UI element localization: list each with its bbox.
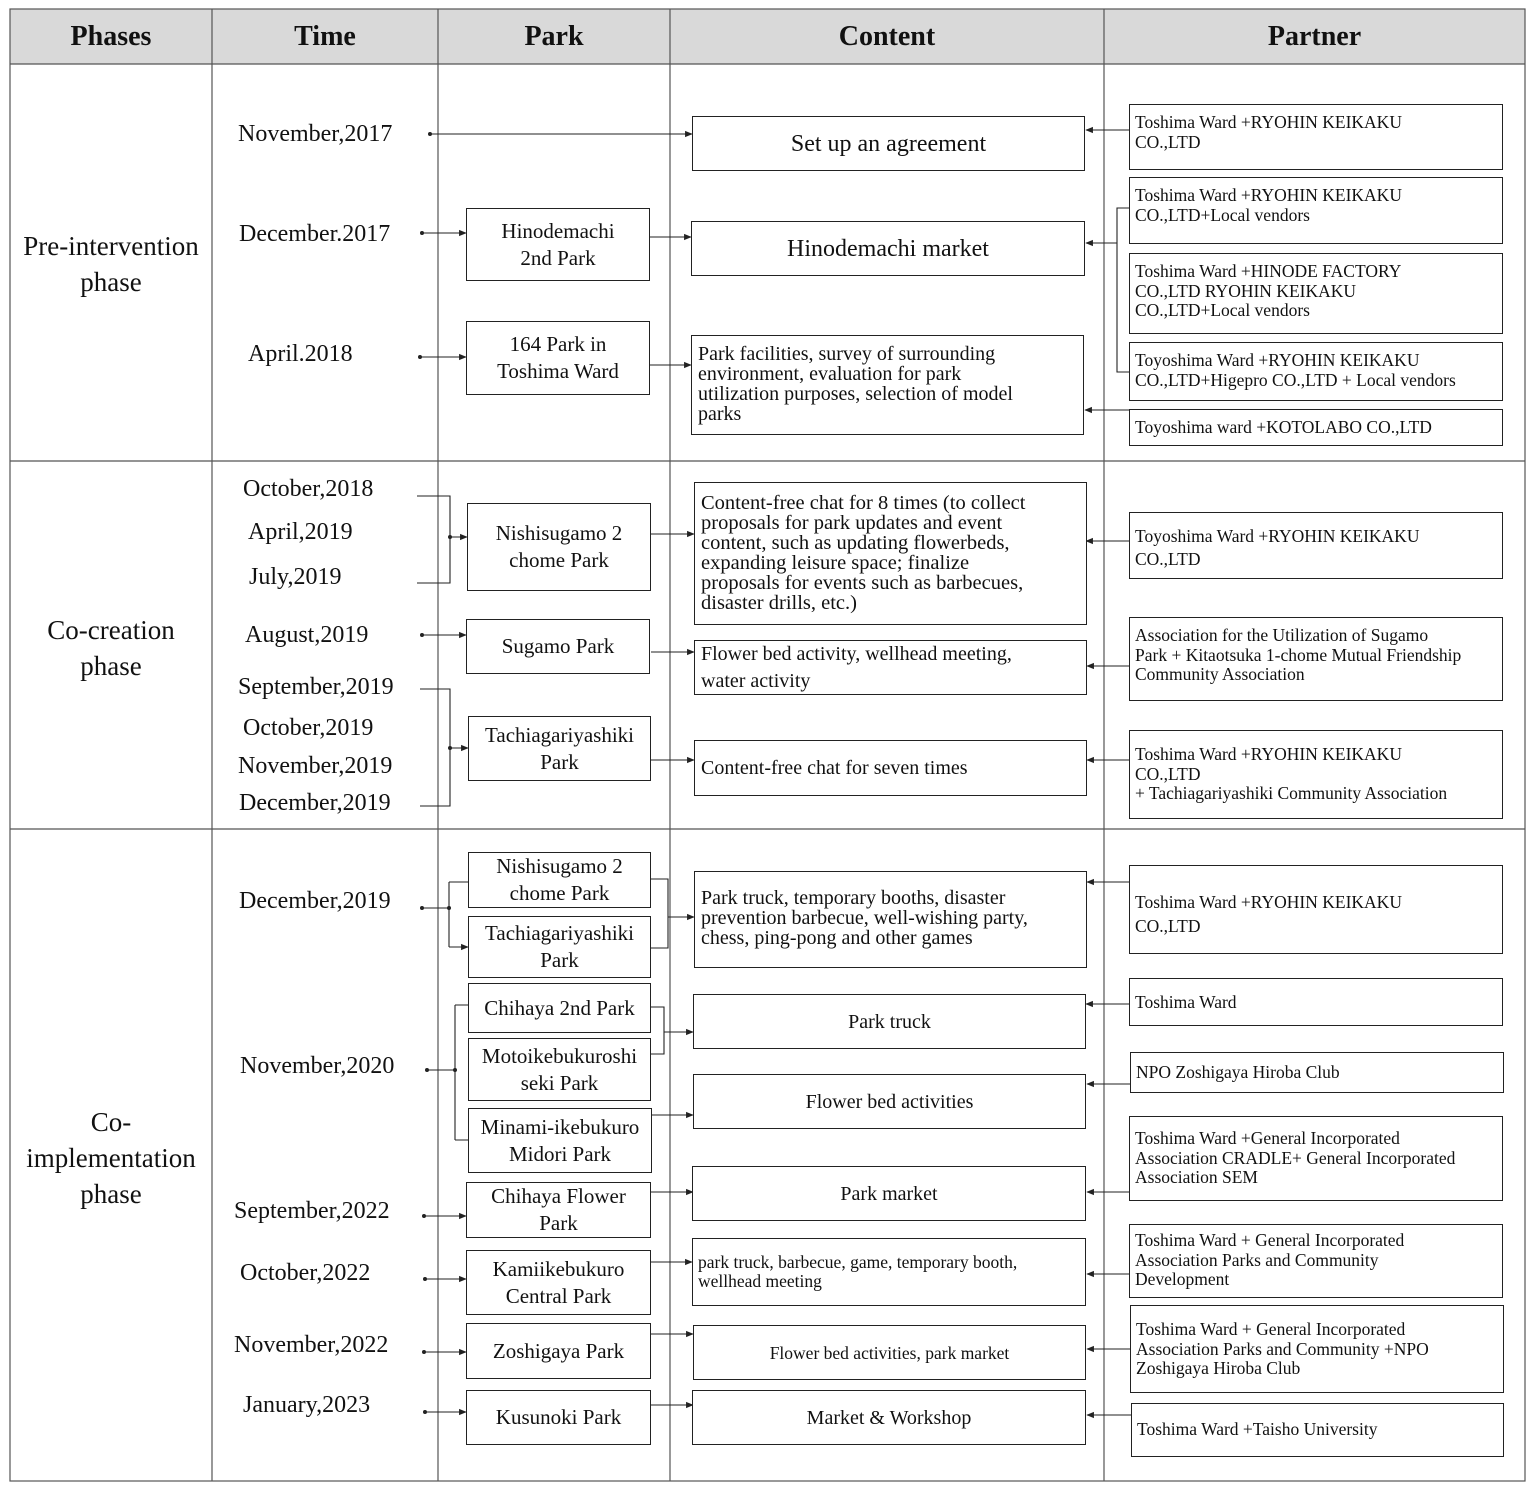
partner-line: Community Association bbox=[1135, 664, 1305, 684]
park-line: Nishisugamo 2 bbox=[495, 521, 623, 545]
header-phases: Phases bbox=[70, 20, 152, 52]
content-box-park-market bbox=[692, 1166, 1086, 1221]
partner-line: CO.,LTD+Local vendors bbox=[1135, 300, 1310, 320]
content-line: Park truck, temporary booths, disaster bbox=[701, 887, 1006, 909]
partner-line: Toshima Ward bbox=[1135, 992, 1237, 1012]
content-box-truck-barbecue-game bbox=[692, 1238, 1086, 1306]
content-line: Flower bed activities, park market bbox=[769, 1342, 1010, 1363]
park-line: Motoikebukuroshi bbox=[481, 1043, 638, 1068]
partner-box bbox=[1129, 512, 1503, 579]
connector-chihaya-moto-to-truck bbox=[651, 1007, 693, 1054]
partner-line: CO.,LTD RYOHIN KEIKAKU bbox=[1135, 280, 1357, 301]
content-line: Park truck bbox=[848, 1010, 931, 1033]
park-line: Sugamo Park bbox=[501, 634, 615, 658]
partner-box bbox=[1129, 1224, 1503, 1298]
content-box-flower-bed-activity bbox=[694, 640, 1087, 695]
header-content: Content bbox=[838, 20, 936, 52]
partner-box bbox=[1129, 177, 1503, 244]
content-line: proposals for events such as barbecues, bbox=[701, 572, 1024, 594]
time-label: September,2019 bbox=[238, 674, 394, 700]
time-label: November,2022 bbox=[234, 1332, 389, 1358]
partner-box bbox=[1129, 342, 1503, 401]
time-label: October,2018 bbox=[243, 476, 374, 502]
park-box-minami-ikebukuro bbox=[468, 1108, 652, 1173]
content-line: utilization purposes, selection of model bbox=[698, 383, 1013, 405]
partner-box bbox=[1129, 1116, 1503, 1201]
content-line: parks bbox=[698, 403, 742, 425]
park-line: Park bbox=[540, 948, 579, 972]
park-line: Chihaya 2nd Park bbox=[484, 995, 635, 1020]
park-box-nishisugamo bbox=[467, 503, 651, 591]
phase-line: phase bbox=[80, 267, 142, 297]
partner-line: Park + Kitaotsuka 1-chome Mutual Friendship bbox=[1135, 644, 1462, 665]
content-line: Park facilities, survey of surrounding bbox=[698, 343, 996, 365]
park-line: Park bbox=[539, 1211, 578, 1235]
time-label: August,2019 bbox=[245, 622, 369, 648]
phase-co-creation bbox=[10, 612, 212, 684]
content-box-chat-7-times bbox=[694, 740, 1087, 796]
content-line: prevention barbecue, well-wishing party, bbox=[701, 907, 1028, 929]
park-box-tachiagariyashiki-2 bbox=[468, 916, 651, 978]
content-line: water activity bbox=[701, 669, 811, 692]
partner-line: Toyoshima Ward +RYOHIN KEIKAKU bbox=[1135, 350, 1420, 370]
time-label: January,2023 bbox=[243, 1392, 371, 1418]
park-line: Hinodemachi bbox=[501, 218, 615, 243]
time-label: July,2019 bbox=[249, 564, 342, 590]
partner-line: Association SEM bbox=[1135, 1167, 1258, 1187]
content-line: Hinodemachi market bbox=[787, 235, 989, 262]
partner-line: CO.,LTD bbox=[1135, 549, 1201, 569]
time-label: October,2019 bbox=[243, 715, 374, 741]
park-box-motoikebukuroshiseki bbox=[468, 1038, 651, 1101]
phase-line: implementation bbox=[26, 1143, 196, 1173]
park-line: Kamiikebukuro bbox=[492, 1256, 625, 1281]
park-line: Toshima Ward bbox=[497, 359, 619, 383]
content-line: expanding leisure space; finalize bbox=[701, 552, 970, 574]
phase-line: Co-creation bbox=[47, 615, 175, 645]
partner-box bbox=[1129, 865, 1503, 954]
partner-line: Association for the Utilization of Sugamo bbox=[1135, 625, 1429, 645]
partner-line: NPO Zoshigaya Hiroba Club bbox=[1136, 1061, 1340, 1082]
park-box-nishisugamo-2 bbox=[468, 852, 651, 908]
partner-line: Association Parks and Community +NPO bbox=[1136, 1338, 1429, 1359]
content-line: Flower bed activity, wellhead meeting, bbox=[701, 642, 1012, 665]
partner-line: Toshima Ward +HINODE FACTORY bbox=[1135, 261, 1402, 281]
content-line: Park market bbox=[840, 1182, 938, 1205]
time-label: October,2022 bbox=[240, 1260, 371, 1286]
partner-box bbox=[1131, 1403, 1504, 1457]
content-line: Content-free chat for 8 times (to collect bbox=[701, 492, 1026, 514]
partner-box bbox=[1130, 1052, 1504, 1093]
partner-line: CO.,LTD+Higepro CO.,LTD + Local vendors bbox=[1135, 369, 1456, 390]
park-line: Central Park bbox=[505, 1283, 612, 1308]
park-line: seki Park bbox=[520, 1070, 599, 1095]
header-time: Time bbox=[294, 20, 356, 52]
phase-co-implementation bbox=[10, 1104, 212, 1212]
partner-box bbox=[1129, 104, 1503, 170]
content-line: Flower bed activities bbox=[805, 1090, 974, 1113]
partner-line: Toshima Ward +RYOHIN KEIKAKU bbox=[1135, 112, 1402, 132]
content-line: environment, evaluation for park bbox=[698, 363, 962, 385]
park-line: 164 Park in bbox=[509, 332, 607, 356]
header-partner: Partner bbox=[1267, 20, 1362, 52]
content-line: proposals for park updates and event bbox=[701, 512, 1003, 534]
phase-line: phase bbox=[80, 651, 142, 681]
time-label: September,2022 bbox=[234, 1198, 390, 1224]
content-line: wellhead meeting bbox=[698, 1271, 822, 1291]
park-line: Midori Park bbox=[508, 1141, 612, 1166]
park-line: Chihaya Flower bbox=[491, 1184, 626, 1208]
park-line: Zoshigaya Park bbox=[492, 1338, 625, 1363]
park-line: Tachiagariyashiki bbox=[485, 921, 634, 945]
partner-box bbox=[1129, 253, 1503, 334]
park-box-chihaya-2nd bbox=[468, 983, 651, 1033]
connector-bracket-sep-dec2019 bbox=[420, 689, 468, 806]
park-box-164-park bbox=[466, 321, 650, 395]
partner-box bbox=[1129, 617, 1503, 701]
partner-line: Zoshigaya Hiroba Club bbox=[1136, 1358, 1301, 1378]
time-label: April.2018 bbox=[248, 341, 353, 367]
partner-line: Toshima Ward +General Incorporated bbox=[1135, 1128, 1400, 1148]
content-line: Set up an agreement bbox=[790, 130, 987, 157]
connector-bracket-oct2018-jul2019 bbox=[417, 496, 467, 583]
content-box-hinodemachi-market bbox=[691, 221, 1085, 276]
phase-pre-intervention bbox=[10, 228, 212, 300]
phase-line: Co- bbox=[90, 1107, 132, 1137]
content-box-park-truck-booths bbox=[694, 871, 1087, 968]
partner-line: Toyoshima ward +KOTOLABO CO.,LTD bbox=[1135, 416, 1432, 437]
connector-nov2020-bracket bbox=[427, 1005, 468, 1140]
partner-line: Toshima Ward +Taisho University bbox=[1137, 1419, 1378, 1440]
park-line: Nishisugamo 2 bbox=[496, 854, 623, 878]
content-line: chess, ping-pong and other games bbox=[701, 927, 973, 949]
park-line: chome Park bbox=[509, 548, 609, 572]
time-label: November,2019 bbox=[238, 753, 393, 779]
park-line: Kusunoki Park bbox=[495, 1405, 622, 1429]
park-line: Tachiagariyashiki bbox=[485, 722, 634, 747]
partner-line: Toshima Ward + General Incorporated bbox=[1135, 1230, 1405, 1250]
park-line: Minami-ikebukuro bbox=[480, 1114, 640, 1139]
content-line: Market & Workshop bbox=[806, 1406, 972, 1429]
time-label: December,2019 bbox=[239, 888, 391, 914]
partner-line: CO.,LTD bbox=[1135, 916, 1201, 936]
park-box-kusunoki bbox=[466, 1390, 651, 1445]
park-box-tachiagariyashiki bbox=[468, 716, 651, 781]
park-line: chome Park bbox=[509, 881, 610, 905]
content-line: disaster drills, etc.) bbox=[701, 592, 857, 614]
connector-partner-bracket-market bbox=[1086, 208, 1129, 372]
partner-line: + Tachiagariyashiki Community Association bbox=[1135, 783, 1448, 803]
partner-line: Toshima Ward +RYOHIN KEIKAKU bbox=[1135, 185, 1402, 205]
partner-box bbox=[1129, 730, 1503, 819]
partner-line: CO.,LTD+Local vendors bbox=[1135, 204, 1310, 225]
content-line: Content-free chat for seven times bbox=[701, 757, 968, 779]
partner-box bbox=[1129, 978, 1503, 1026]
park-box-sugamo bbox=[466, 619, 650, 674]
park-box-zoshigaya bbox=[466, 1323, 651, 1379]
connector-dec2019-bracket bbox=[422, 882, 468, 947]
phase-line: Pre-intervention bbox=[23, 231, 199, 261]
connector-parks-to-parktruck bbox=[651, 879, 694, 948]
time-label: December.2017 bbox=[239, 221, 391, 247]
park-line: 2nd Park bbox=[520, 245, 596, 270]
phase-line: phase bbox=[80, 1179, 142, 1209]
time-label: December,2019 bbox=[239, 790, 391, 816]
park-line: Park bbox=[540, 749, 579, 774]
content-box-flowerbed-park-market bbox=[693, 1325, 1086, 1380]
park-box-kamiikebukuro bbox=[466, 1250, 651, 1315]
partner-line: CO.,LTD bbox=[1135, 763, 1201, 784]
partner-line: Association Parks and Community bbox=[1135, 1249, 1379, 1270]
partner-line: Toshima Ward +RYOHIN KEIKAKU bbox=[1135, 744, 1402, 764]
content-box-flower-bed-activities bbox=[693, 1074, 1086, 1129]
content-box-chat-8-times bbox=[694, 482, 1087, 625]
park-box-hinodemachi bbox=[466, 208, 650, 281]
content-box-market-workshop bbox=[692, 1390, 1086, 1445]
time-label: April,2019 bbox=[248, 519, 353, 545]
park-box-chihaya-flower bbox=[466, 1182, 651, 1238]
partner-line: Toshima Ward + General Incorporated bbox=[1136, 1319, 1406, 1339]
partner-line: Toyoshima Ward +RYOHIN KEIKAKU bbox=[1135, 526, 1420, 546]
partner-line: CO.,LTD bbox=[1135, 131, 1201, 152]
partner-box bbox=[1129, 409, 1503, 446]
header-park: Park bbox=[524, 20, 584, 52]
time-label: November,2017 bbox=[238, 121, 393, 147]
content-line: park truck, barbecue, game, temporary booth, bbox=[698, 1252, 1018, 1272]
partner-box bbox=[1130, 1305, 1504, 1393]
content-box-park-truck bbox=[693, 994, 1086, 1049]
partner-line: Association CRADLE+ General Incorporated bbox=[1135, 1147, 1456, 1168]
time-label: November,2020 bbox=[240, 1053, 395, 1079]
partner-line: Toshima Ward +RYOHIN KEIKAKU bbox=[1135, 892, 1402, 912]
content-box-park-survey bbox=[691, 335, 1084, 435]
partner-line: Development bbox=[1135, 1269, 1230, 1289]
content-box-agreement bbox=[692, 116, 1085, 171]
content-line: content, such as updating flowerbeds, bbox=[701, 532, 1010, 554]
